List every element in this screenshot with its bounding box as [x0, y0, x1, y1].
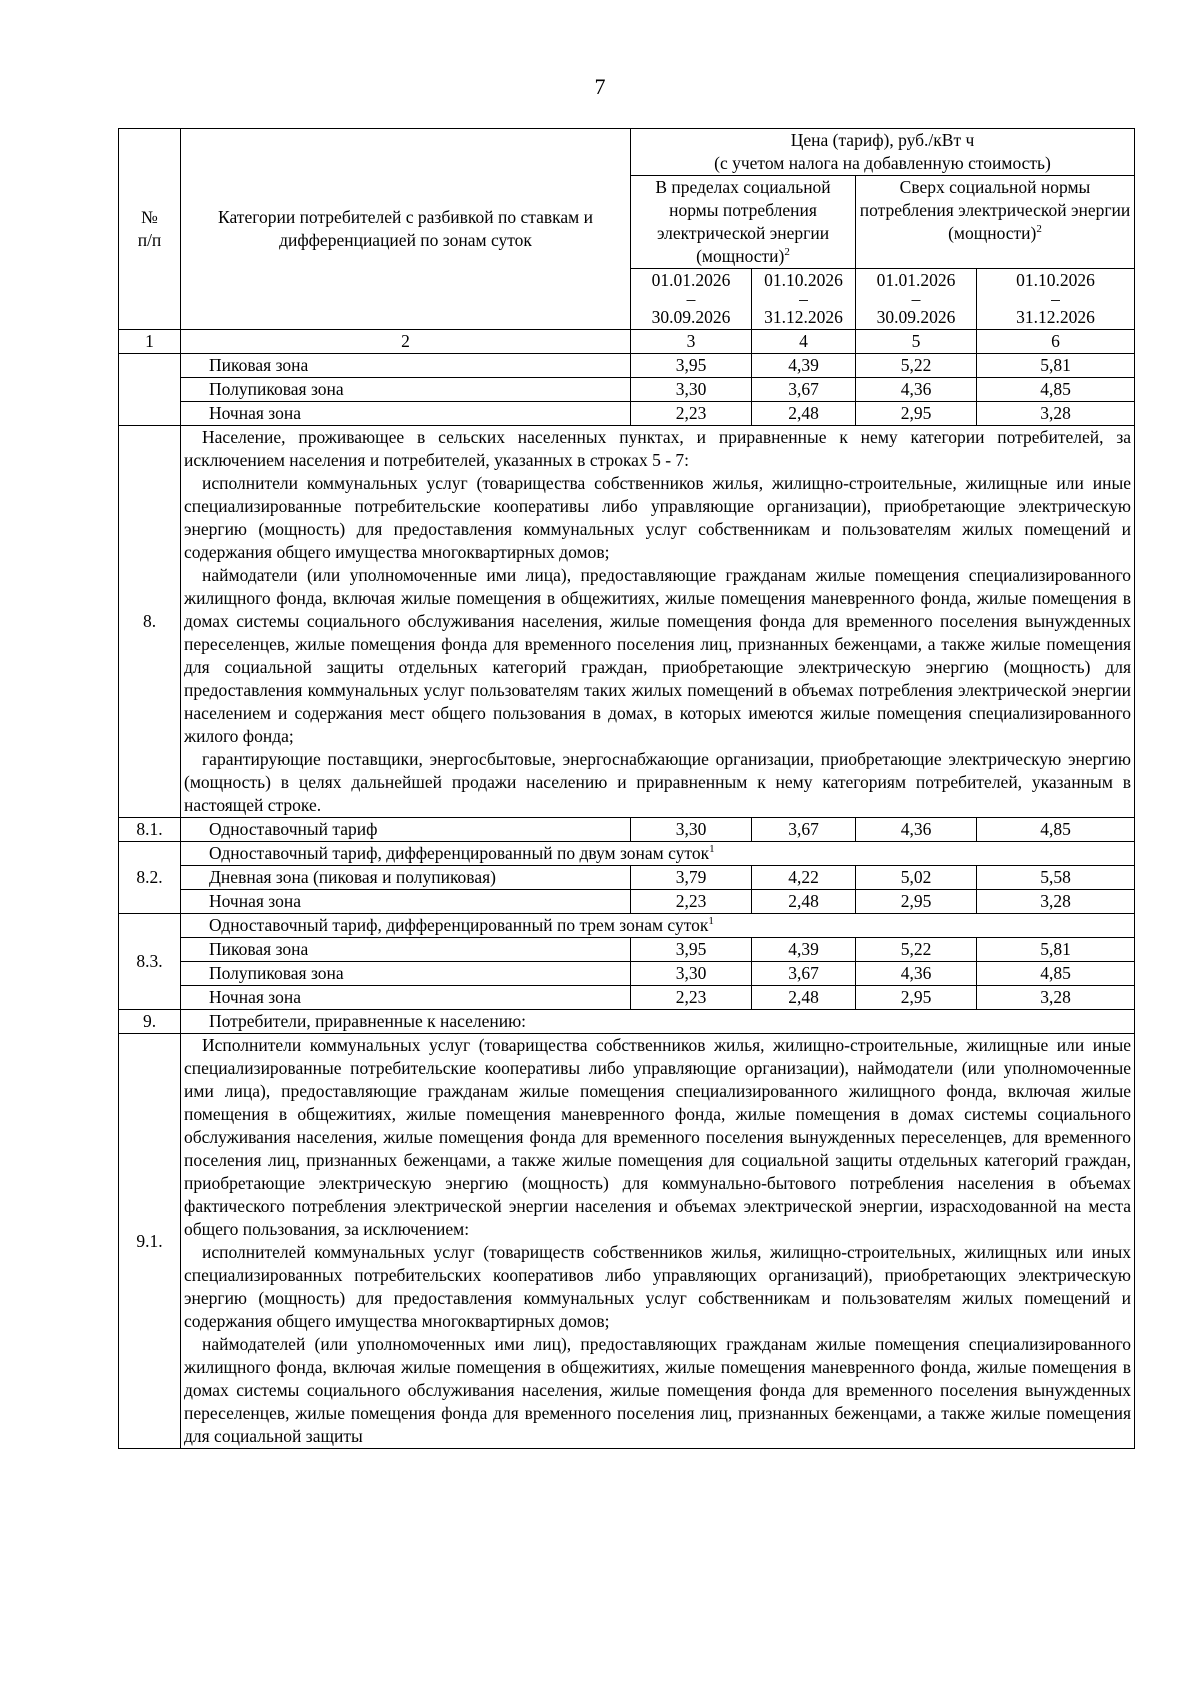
row-value: 2,48: [752, 986, 856, 1010]
row-value: 3,28: [977, 986, 1135, 1010]
row-value: 5,81: [977, 938, 1135, 962]
row-num-empty: [119, 354, 181, 426]
tariff-table: [118, 128, 1135, 1449]
header-price: [631, 129, 1135, 176]
col-number: 6: [977, 330, 1135, 354]
period-cell: [977, 269, 1135, 330]
row-value: 5,81: [977, 354, 1135, 378]
table-row: [119, 402, 1135, 426]
row-value: 3,67: [752, 962, 856, 986]
header-num2: п/п: [137, 230, 162, 250]
row-value: 3,95: [631, 938, 752, 962]
period-from: 01.10.2026: [1016, 270, 1095, 290]
header-row-price: [119, 129, 1135, 176]
row-label: Полупиковая зона: [181, 962, 631, 986]
row-value: 3,67: [752, 818, 856, 842]
period-dash: –: [911, 289, 921, 309]
footnote-mark: 2: [1036, 223, 1042, 236]
period-from: 01.10.2026: [764, 270, 843, 290]
row-value: 5,58: [977, 866, 1135, 890]
header-price-line2: (с учетом налога на добавленную стоимость): [714, 153, 1051, 173]
period-to: 31.12.2026: [1016, 307, 1095, 327]
row-value: 5,22: [856, 354, 977, 378]
row-value: 5,22: [856, 938, 977, 962]
row-title: [181, 842, 1135, 866]
row-value: 2,95: [856, 986, 977, 1010]
table-row: [119, 938, 1135, 962]
row-label: Дневная зона (пиковая и полупиковая): [181, 866, 631, 890]
row-8: [119, 426, 1135, 818]
period-dash: –: [1051, 289, 1060, 309]
row-value: 3,79: [631, 866, 752, 890]
table-row: [119, 890, 1135, 914]
row-label: Полупиковая зона: [181, 378, 631, 402]
row-value: 4,36: [856, 962, 977, 986]
period-to: 30.09.2026: [651, 307, 731, 327]
footnote-mark: 1: [708, 915, 714, 928]
row-value: 2,23: [631, 402, 752, 426]
row-value: 4,39: [752, 938, 856, 962]
paragraph: наймодателей (или уполномоченных ими лиц), предоставляющих гражданам жилые помещения специализированного жилищного фонда, включая жилые помещения в общежитиях, жилые помещения маневренного фонда, жилые помещения в домах системы социального обслуживания населения, жилые помещения фонда для временного поселения вынужденных переселенцев, жилые помещения фонда для временного поселения лиц, признанных беженцами, а также жилые помещения для социальной защиты: [184, 1334, 1131, 1446]
row-value: 4,22: [752, 866, 856, 890]
row-label: Ночная зона: [181, 402, 631, 426]
header-above-norm: [856, 176, 1135, 269]
row-label: Ночная зона: [181, 986, 631, 1010]
table-row: [119, 378, 1135, 402]
paragraph: исполнители коммунальных услуг (товарищества собственников жилья, жилищно-строительные, жилищные или иные специализированные потребительские кооперативы либо управляющие организации), приобретающие электрическую энергию (мощность) для предоставления коммунальных услуг собственникам и пользователям жилых помещений и содержания общего имущества многоквартирных домов;: [184, 473, 1131, 562]
row-value: 2,48: [752, 890, 856, 914]
row-value: 3,95: [631, 354, 752, 378]
row-title-text: Одноставочный тариф, дифференцированный по двум зонам суток: [209, 843, 710, 863]
period-cell: [752, 269, 856, 330]
period-to: 31.12.2026: [764, 307, 843, 327]
paragraph: Население, проживающее в сельских населенных пунктах, и приравненные к нему категории потребителей, за исключением населения и потребителей, указанных в строках 5 - 7:: [184, 427, 1131, 470]
row-8-text: [181, 426, 1135, 818]
col-number: 1: [119, 330, 181, 354]
row-9-1: [119, 1034, 1135, 1449]
row-label: Потребители, приравненные к населению:: [181, 1010, 1135, 1034]
row-value: 4,85: [977, 818, 1135, 842]
row-title-text: Одноставочный тариф, дифференцированный по трем зонам суток: [209, 915, 709, 935]
row-9: [119, 1010, 1135, 1034]
header-above-norm-text: Сверх социальной нормы потребления электрической энергии (мощности): [859, 177, 1131, 243]
paragraph: исполнителей коммунальных услуг (товариществ собственников жилья, жилищно-строительных, жилищных или иных специализированных потребительских кооперативов либо управляющих организаций), приобретающих электрическую энергию (мощность) для предоставления коммунальных услуг собственникам и пользователям жилых помещений и содержания общего имущества многоквартирных домов;: [184, 1242, 1131, 1331]
row-8-3-title: [119, 914, 1135, 938]
row-value: 4,36: [856, 378, 977, 402]
row-value: 2,48: [752, 402, 856, 426]
row-value: 2,95: [856, 890, 977, 914]
row-value: 4,36: [856, 818, 977, 842]
col-number: 4: [752, 330, 856, 354]
row-8-2-title: [119, 842, 1135, 866]
header-price-line1: Цена (тариф), руб./кВт ч: [790, 130, 975, 150]
row-value: 2,23: [631, 890, 752, 914]
paragraph: гарантирующие поставщики, энергосбытовые, энергоснабжающие организации, приобретающие электрическую энергию (мощность) в целях дальнейшей продажи населению и приравненным к нему категориям потребителей, указанным в настоящей строке.: [184, 749, 1131, 815]
row-num: 8.: [119, 426, 181, 818]
header-category: Категории потребителей с разбивкой по ставкам и дифференциацией по зонам суток: [181, 129, 631, 330]
page-number: 7: [594, 74, 606, 99]
footnote-mark: 1: [709, 843, 715, 856]
row-value: 3,67: [752, 378, 856, 402]
column-numbers-row: [119, 330, 1135, 354]
period-cell: [631, 269, 752, 330]
period-cell: [856, 269, 977, 330]
row-label: Пиковая зона: [181, 938, 631, 962]
period-dash: –: [686, 289, 696, 309]
row-9-1-text: [181, 1034, 1135, 1449]
row-label: Ночная зона: [181, 890, 631, 914]
row-value: 3,28: [977, 890, 1135, 914]
header-num: №: [141, 207, 158, 227]
row-value: 3,30: [631, 818, 752, 842]
table-row: [119, 354, 1135, 378]
paragraph: Исполнители коммунальных услуг (товарищества собственников жилья, жилищно-строительные, жилищные или иные специализированные потребительские кооперативы либо управляющие организации), наймодатели (или уполномоченные ими лица), предоставляющие гражданам жилые помещения специализированного жилищного фонда, включая жилые помещения в общежитиях, жилые помещения маневренного фонда, жилые помещения в домах системы социального обслуживания населения, жилые помещения фонда для временного поселения вынужденных переселенцев, для временного поселения лиц, признанных беженцами, а также жилые помещения для социальной защиты отдельных категорий граждан, приобретающие электрическую энергию (мощность) для коммунально-бытового потребления населения в объемах фактического потребления электрической энергии населения и объемах электрической энергии, израсходованной на места общего пользования, за исключением:: [184, 1035, 1131, 1239]
row-num: 8.2.: [119, 842, 181, 914]
table-row: [119, 986, 1135, 1010]
row-num: 9.: [119, 1010, 181, 1034]
header-within-norm-text: В пределах социальной нормы потребления электрической энергии (мощности): [655, 177, 831, 266]
row-title: [181, 914, 1135, 938]
row-label: Пиковая зона: [181, 354, 631, 378]
row-num: 9.1.: [119, 1034, 181, 1449]
row-value: 3,30: [631, 378, 752, 402]
row-value: 4,85: [977, 378, 1135, 402]
header-num-cell: [119, 129, 181, 330]
footnote-mark: 2: [784, 246, 790, 259]
row-value: 4,85: [977, 962, 1135, 986]
row-num: 8.3.: [119, 914, 181, 1010]
period-from: 01.01.2026: [651, 270, 731, 290]
col-number: 2: [181, 330, 631, 354]
table-row: [119, 866, 1135, 890]
row-value: 2,95: [856, 402, 977, 426]
row-value: 3,28: [977, 402, 1135, 426]
row-num: 8.1.: [119, 818, 181, 842]
period-from: 01.01.2026: [876, 270, 956, 290]
row-8-1: [119, 818, 1135, 842]
row-value: 4,39: [752, 354, 856, 378]
row-value: 3,30: [631, 962, 752, 986]
table-row: [119, 962, 1135, 986]
period-to: 30.09.2026: [876, 307, 956, 327]
period-dash: –: [799, 289, 808, 309]
col-number: 3: [631, 330, 752, 354]
paragraph: наймодатели (или уполномоченные ими лица), предоставляющие гражданам жилые помещения специализированного жилищного фонда, включая жилые помещения в общежитиях, жилые помещения маневренного фонда, жилые помещения в домах системы социального обслуживания населения, жилые помещения фонда для временного поселения вынужденных переселенцев, жилые помещения фонда для временного поселения лиц, признанных беженцами, а также жилые помещения для социальной защиты отдельных категорий граждан, приобретающие электрическую энергию (мощность) для предоставления коммунальных услуг пользователям таких жилых помещений в объемах потребления электрической энергии населением и содержания мест общего пользования в домах, в которых имеются жилые помещения специализированного жилого фонда;: [184, 565, 1131, 746]
col-number: 5: [856, 330, 977, 354]
row-value: 2,23: [631, 986, 752, 1010]
row-label: Одноставочный тариф: [181, 818, 631, 842]
header-within-norm: [631, 176, 856, 269]
row-value: 5,02: [856, 866, 977, 890]
